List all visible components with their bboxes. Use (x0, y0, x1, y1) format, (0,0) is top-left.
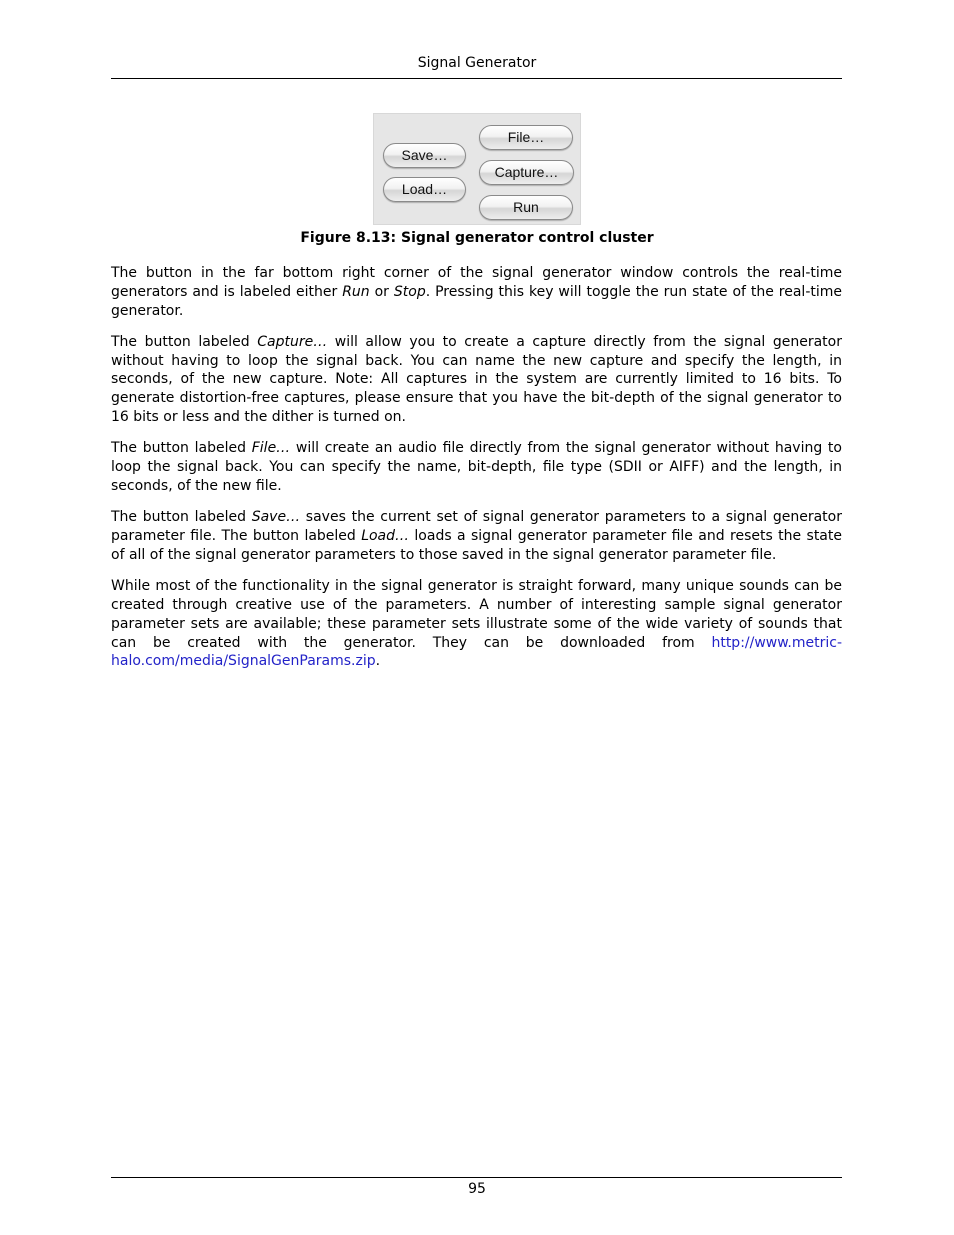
emphasis-capture: Capture… (257, 333, 328, 350)
paragraph-text: will create an audio file directly from the signal generator without having to loop the signal back. You can specify the name, bit-depth, file type (SDII or AIFF) and the length, in seconds, of the new file. (111, 440, 842, 494)
emphasis-run: Run (342, 283, 370, 300)
emphasis-save: Save… (251, 509, 301, 526)
paragraph-text: . Pressing this key will toggle the run state of the real-time generator. (111, 283, 842, 319)
paragraph-text: The button labeled (111, 333, 258, 350)
paragraph-text: or (369, 283, 394, 300)
paragraph-text: The button labeled (111, 509, 252, 526)
page-header-title: Signal Generator (417, 55, 537, 71)
paragraph-text: The button in the far bottom right corner of the signal generator window controls the real-time generators and is labeled either (111, 265, 842, 300)
download-link[interactable]: http://www.metric-halo.com/media/SignalGenParams.zip (111, 634, 842, 670)
paragraph-text: saves the current set of signal generator parameters to a signal generator parameter file. The button labeled (111, 509, 842, 545)
capture-button[interactable]: Capture… (479, 160, 574, 185)
paragraph-text: loads a signal generator parameter file and resets the state of all of the signal generator parameters to those saved in the signal generator parameter file. (111, 528, 842, 563)
save-button[interactable]: Save… (383, 143, 466, 168)
paragraph-text: The button labeled (111, 440, 252, 457)
paragraph-text: . (375, 653, 381, 670)
paragraph-text: While most of the functionality in the signal generator is straight forward, many unique sounds can be created through creative use of the parameters. A number of interesting sample signal generator parameter sets are available; these parameter sets illustrate some of the wide variety of sounds that can be created with the generator. They can be downloaded from (111, 578, 842, 651)
footer-rule (111, 1177, 842, 1178)
load-button[interactable]: Load… (383, 177, 466, 202)
paragraph-capture-button (111, 333, 842, 427)
paragraph-parameter-sets (111, 577, 842, 671)
emphasis-file: File… (251, 440, 291, 457)
emphasis-stop: Stop (393, 283, 426, 300)
paragraph-file-button (111, 439, 842, 495)
control-cluster-figure (373, 113, 581, 225)
emphasis-load: Load… (361, 528, 410, 545)
run-button[interactable]: Run (479, 195, 573, 220)
header-rule (111, 78, 842, 79)
paragraph-save-load-buttons (111, 508, 842, 564)
body-text (111, 264, 842, 684)
page-number: 95 (468, 1181, 486, 1197)
paragraph-run-button (111, 264, 842, 320)
file-button[interactable]: File… (479, 125, 573, 150)
paragraph-text: will allow you to create a capture directly from the signal generator without having to loop the signal back. You can name the new capture and specify the length, in seconds, of the new capture. Note: All captures in the system are currently limited to 16 bits. To generate distortion-free captures, please ensure that you have the bit-depth of the signal generator to 16 bits or less and the dither is turned on. (111, 333, 842, 426)
figure-caption: Figure 8.13: Signal generator control cluster (300, 230, 654, 246)
